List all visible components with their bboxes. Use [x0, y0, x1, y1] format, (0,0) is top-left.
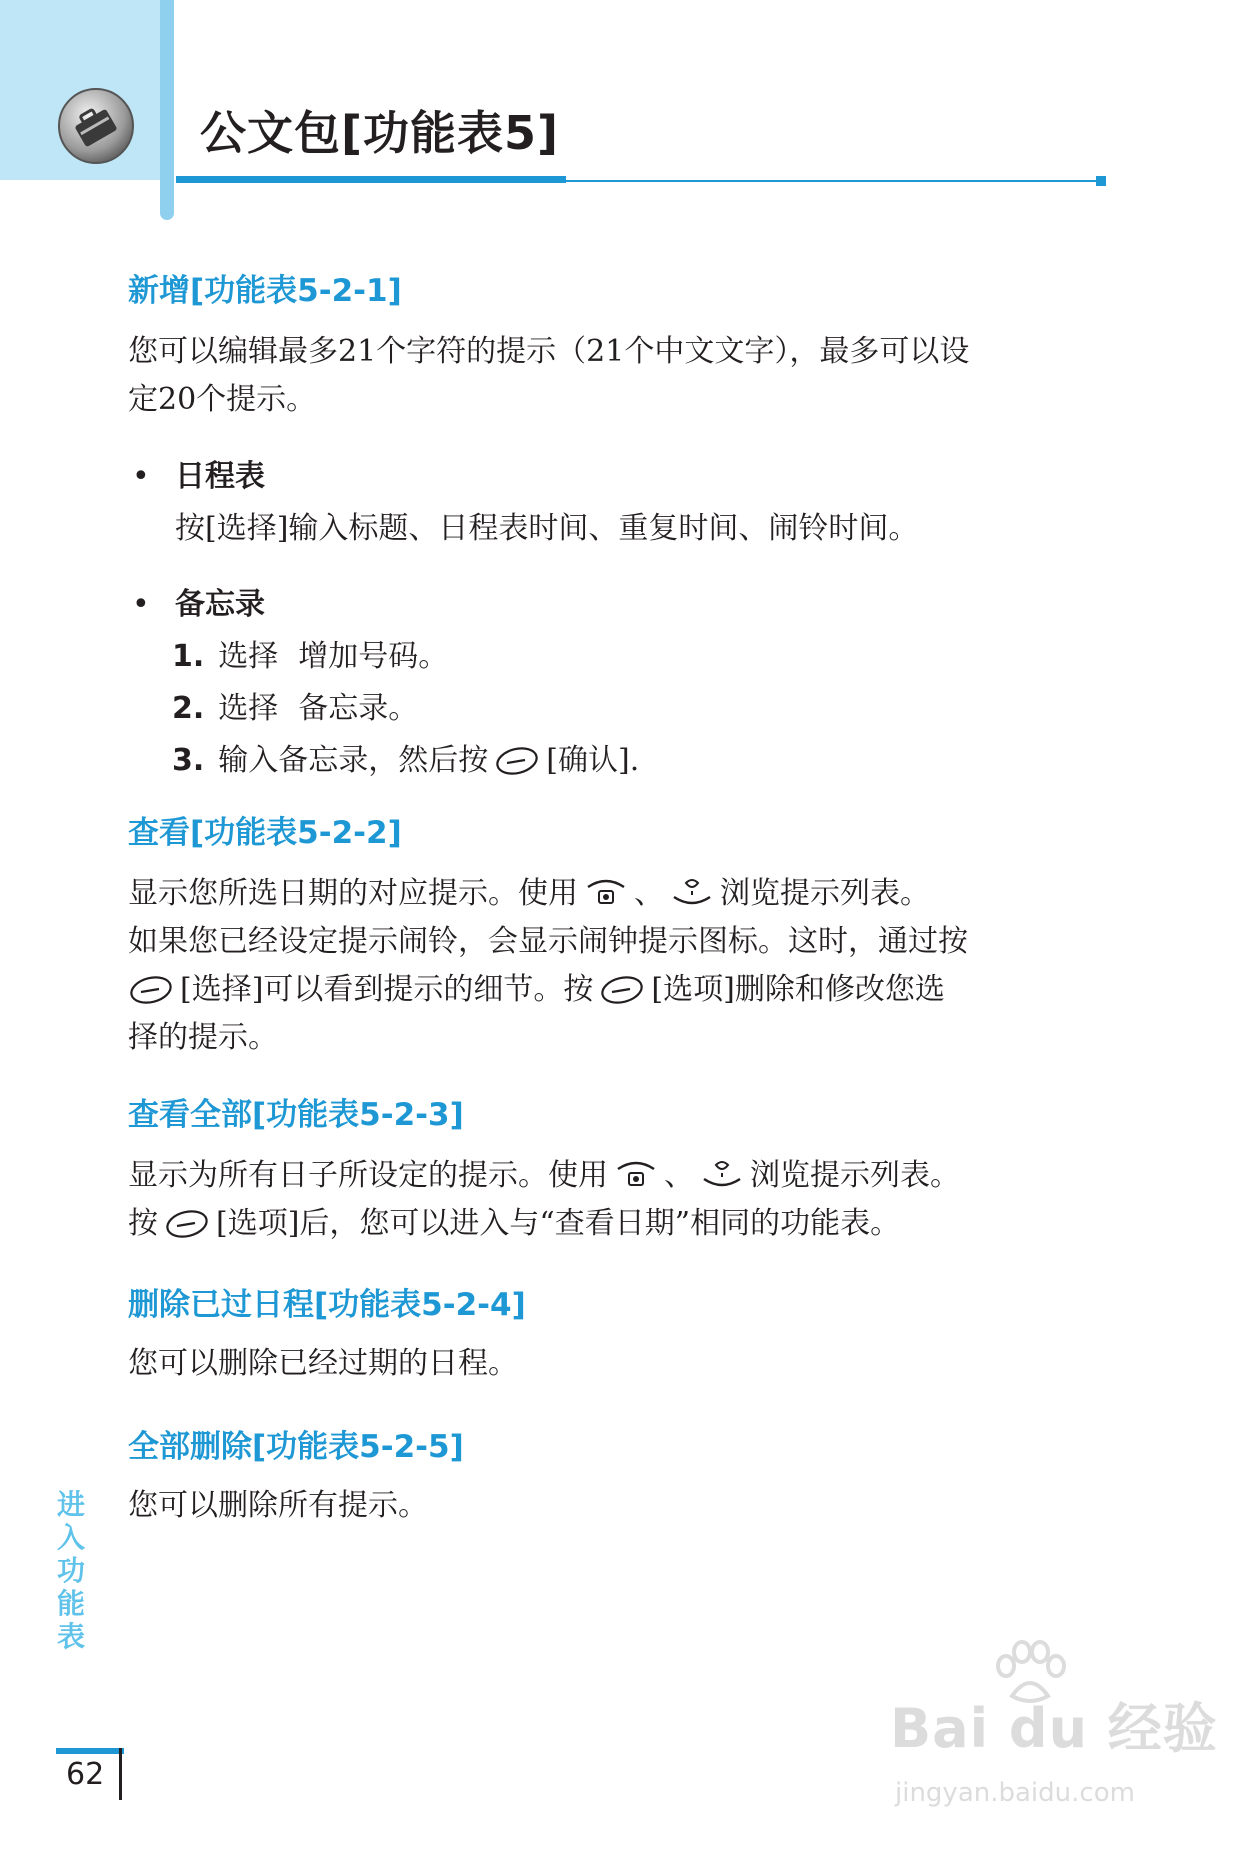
view-line2: 如果您已经设定提示闹铃，会显示闹钟提示图标。这时，通过按 [128, 924, 968, 959]
bullet-dot: • [132, 459, 150, 494]
section-add-body-line1: 您可以编辑最多21个字符的提示（21个中文文字），最多可以设 [128, 334, 970, 369]
header-corner-bar [160, 0, 174, 220]
memo-step-3 [172, 743, 640, 778]
watermark-logo: Bai du 经验 [890, 1697, 1218, 1760]
bullet-title-schedule: 日程表 [175, 459, 265, 494]
page-number: 62 [66, 1757, 105, 1792]
step-text: 选择 [218, 639, 279, 674]
nav-up-key-icon [614, 1157, 658, 1191]
section-heading-view: 查看[功能表5-2-2] [128, 815, 402, 851]
step-option: 备忘录。 [298, 691, 419, 726]
memo-step-2 [172, 691, 419, 726]
soft-key-icon [494, 746, 540, 776]
section-view-all-body [128, 1152, 1108, 1248]
bullet-text-schedule: 按[选择]输入标题、日程表时间、重复时间、闹铃时间。 [175, 511, 919, 546]
soft-key-icon [164, 1209, 210, 1239]
view-line1-sep: 、 [634, 876, 664, 911]
view-line4: 择的提示。 [128, 1020, 278, 1055]
page-title: 公文包[功能表5] [200, 106, 560, 160]
soft-key-icon [128, 975, 174, 1005]
view-all-line1-b: 浏览提示列表。 [750, 1158, 960, 1193]
step-number: 2. [172, 691, 205, 726]
title-underline [176, 176, 566, 183]
view-all-line2-a: 按 [128, 1206, 158, 1241]
step-text: 输入备忘录，然后按 [218, 743, 489, 778]
side-label: 进 入 功 能 表 [56, 1488, 85, 1653]
bullet-title-memo: 备忘录 [175, 587, 265, 622]
nav-down-key-icon [700, 1157, 744, 1191]
section-add-body [128, 328, 1108, 424]
bullet-dot: • [132, 587, 150, 622]
view-all-line1-sep: 、 [664, 1158, 694, 1193]
step-option: 增加号码。 [298, 639, 449, 674]
section-heading-add: 新增[功能表5-2-1] [128, 273, 402, 309]
page-number-bar [56, 1748, 124, 1754]
section-heading-delete-past: 删除已过日程[功能表5-2-4] [128, 1287, 526, 1323]
section-delete-all-body: 您可以删除所有提示。 [128, 1488, 428, 1523]
section-view-body [128, 870, 1108, 1062]
memo-step-1 [172, 639, 449, 674]
soft-key-icon [599, 975, 645, 1005]
page-number-rule [119, 1748, 122, 1800]
step-number: 3. [172, 743, 205, 778]
step-text: 选择 [218, 691, 279, 726]
briefcase-icon [56, 86, 136, 166]
nav-up-key-icon [584, 875, 628, 909]
nav-down-key-icon [670, 875, 714, 909]
step-number: 1. [172, 639, 205, 674]
section-delete-past-body: 您可以删除已经过期的日程。 [128, 1346, 518, 1381]
title-underline-thin [560, 180, 1098, 182]
view-all-line1-a: 显示为所有日子所设定的提示。使用 [128, 1158, 608, 1193]
view-all-line2-b: [选项]后，您可以进入与“查看日期”相同的功能表。 [216, 1206, 901, 1241]
view-line3-a: [选择]可以看到提示的细节。按 [180, 972, 594, 1007]
view-line3-b: [选项]删除和修改您选 [651, 972, 945, 1007]
section-heading-view-all: 查看全部[功能表5-2-3] [128, 1097, 464, 1133]
section-heading-delete-all: 全部删除[功能表5-2-5] [128, 1429, 464, 1465]
section-add-body-line2: 定20个提示。 [128, 382, 317, 417]
step-suffix: [确认]. [546, 743, 640, 778]
view-line1-b: 浏览提示列表。 [720, 876, 930, 911]
title-underline-end [1096, 176, 1106, 186]
watermark-url: jingyan.baidu.com [895, 1778, 1135, 1808]
view-line1-a: 显示您所选日期的对应提示。使用 [128, 876, 578, 911]
